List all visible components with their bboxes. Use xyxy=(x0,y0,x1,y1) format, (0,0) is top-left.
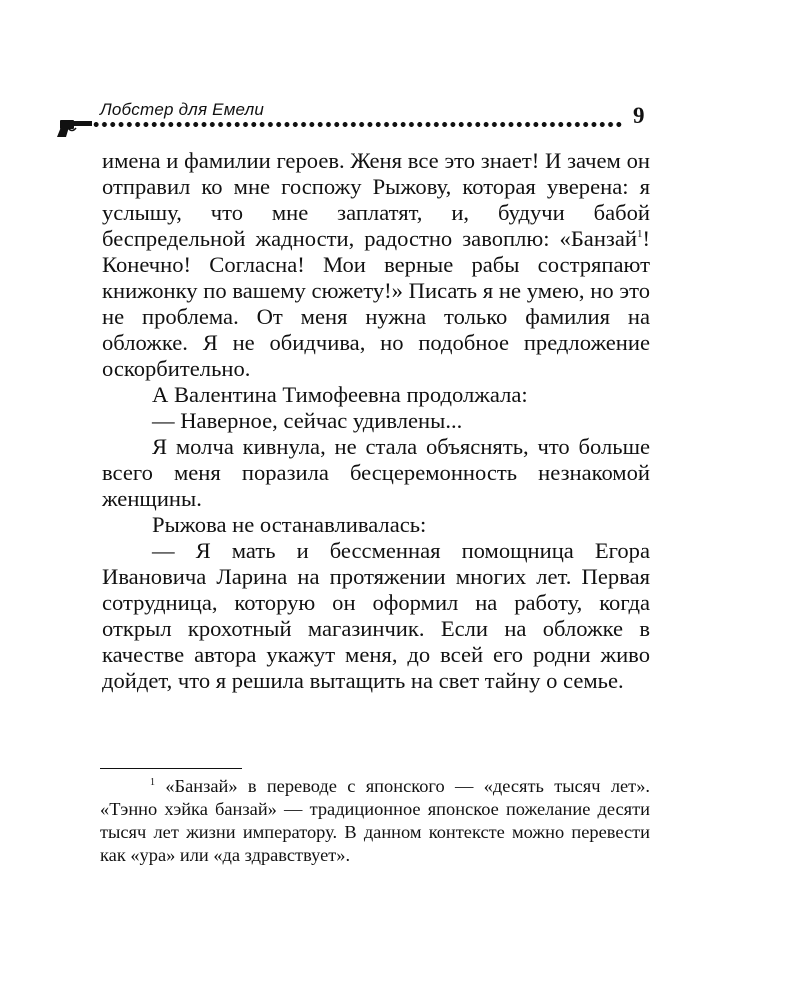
running-title: Лобстер для Емели xyxy=(100,100,265,119)
paragraph: Я молча кивнула, не стала объяснять, что больше всего меня поразила бесцеремонность незнакомой женщины. xyxy=(102,434,650,511)
paragraph-text: имена и фамилии героев. Женя все это знает! И зачем он отправил ко мне госпожу Рыжову, которая уверена: я услышу, что мне заплатят, и, будучи бабой беспредельной жадности, радостно завоплю: «Банзай xyxy=(102,148,650,251)
footnote xyxy=(100,775,650,867)
dot-leader xyxy=(92,121,622,128)
footnote-reference: 1 xyxy=(636,228,643,240)
paragraph: Рыжова не останавливалась: xyxy=(152,512,427,537)
footnote-marker: 1 xyxy=(150,777,155,788)
footnote-text: «Банзай» в переводе с японского — «десять тысяч лет». «Тэнно хэйка банзай» — традиционное японское пожелание десяти тысяч лет жизни императору. В данном контексте можно перевести как «ура» или «да здравствует». xyxy=(100,776,650,865)
paragraph: А Валентина Тимофеевна продолжала: xyxy=(152,382,528,407)
revolver-icon xyxy=(52,119,94,139)
footnote-divider xyxy=(100,768,242,769)
dialogue-line: — Наверное, сейчас удивлены... xyxy=(152,408,463,433)
body-text xyxy=(102,148,650,694)
paragraph xyxy=(102,148,650,382)
paragraph-text-continued: ! Конечно! Согласна! Мои верные рабы состряпают книжонку по вашему сюжету!» Писать я не умею, но это не проблема. От меня нужна только фамилия на обложке. Я не обидчива, но подобное предложение оскорбительно. xyxy=(102,226,650,381)
dialogue-line: — Я мать и бессменная помощница Егора Ивановича Ларина на протяжении многих лет. Первая сотрудница, которую он оформил на работу, когда открыл крохотный магазинчик. Если на обложке в качестве автора укажут меня, до всей его родни живо дойдет, что я решила вытащить на свет тайну о семье. xyxy=(102,538,650,693)
page-number: 9 xyxy=(633,103,645,128)
